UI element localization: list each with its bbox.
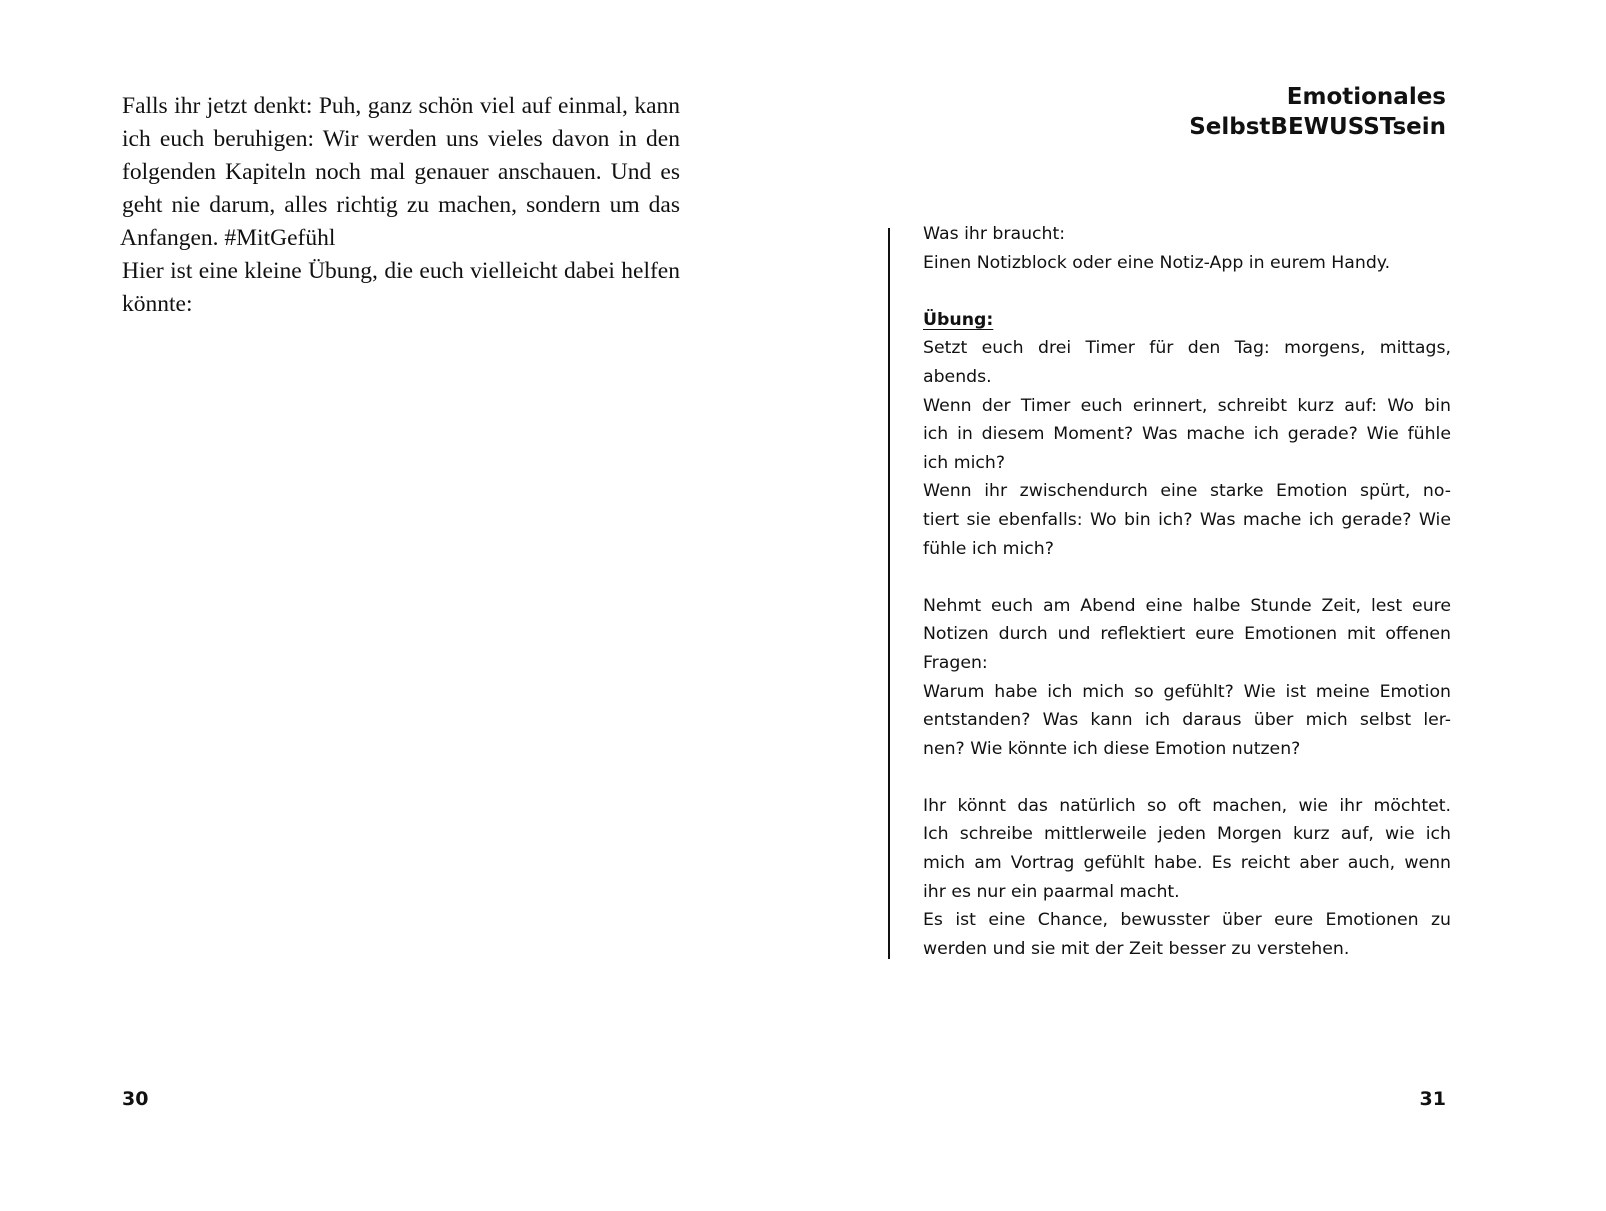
text-line: Wenn ihr zwischendurch eine starke Emotion spürt, no- bbox=[923, 481, 1451, 502]
text-line: mich am Vortrag gefühlt habe. Es reicht aber auch, wenn bbox=[923, 853, 1451, 874]
text-line: Notizen durch und reflektiert eure Emotionen mit offenen bbox=[923, 624, 1451, 645]
page-number-left: 30 bbox=[122, 1088, 149, 1110]
text-line: Nehmt euch am Abend eine halbe Stunde Zeit, lest eure bbox=[923, 595, 1451, 616]
title-line: SelbstBEWUSSTsein bbox=[1189, 114, 1446, 140]
text-line: ich euch beruhigen: Wir werden uns vieles davon in den bbox=[122, 126, 680, 152]
text-line: entstanden? Was kann ich daraus über mich selbst ler- bbox=[923, 710, 1451, 731]
text-line: folgenden Kapiteln noch mal genauer anschauen. Und es bbox=[122, 159, 680, 185]
text-line: geht nie darum, alles richtig zu machen, sondern um das bbox=[122, 192, 680, 218]
text-line: werden und sie mit der Zeit besser zu verstehen. bbox=[923, 938, 1350, 959]
text-line: nen? Wie könnte ich diese Emotion nutzen? bbox=[923, 738, 1301, 759]
chapter-title bbox=[1189, 82, 1446, 142]
text-line: ich mich? bbox=[923, 452, 1006, 473]
text-line: Ihr könnt das natürlich so oft machen, wie ihr möchtet. bbox=[923, 795, 1451, 816]
text-line: Hier ist eine kleine Übung, die euch vielleicht dabei helfen bbox=[122, 258, 680, 284]
text-line: abends. bbox=[923, 366, 992, 387]
text-line: Wenn der Timer euch erinnert, schreibt kurz auf: Wo bin bbox=[923, 395, 1451, 416]
page-number-right: 31 bbox=[1419, 1088, 1446, 1110]
title-line: Emotionales bbox=[1286, 84, 1446, 110]
text-line: ihr es nur ein paarmal macht. bbox=[923, 881, 1180, 902]
exercise-heading: Übung: bbox=[923, 309, 994, 330]
text-line: Es ist eine Chance, bewusster über eure Emotionen zu bbox=[923, 910, 1451, 931]
text-line: Warum habe ich mich so gefühlt? Wie ist meine Emotion bbox=[923, 681, 1451, 702]
text-line: Falls ihr jetzt denkt: Puh, ganz schön viel auf einmal, kann bbox=[122, 93, 680, 119]
text-line: Einen Notizblock oder eine Notiz-App in eurem Handy. bbox=[923, 252, 1391, 273]
text-line: Was ihr braucht: bbox=[923, 224, 1066, 244]
text-line: ich in diesem Moment? Was mache ich gerade? Wie fühle bbox=[923, 424, 1451, 445]
text-line: könnte: bbox=[122, 291, 193, 317]
text-line: tiert sie ebenfalls: Wo bin ich? Was mache ich gerade? Wie bbox=[923, 509, 1451, 530]
text-line: Setzt euch drei Timer für den Tag: morgens, mittags, bbox=[923, 338, 1451, 359]
text-line: Ich schreibe mittlerweile jeden Morgen kurz auf, wie ich bbox=[923, 824, 1451, 845]
text-line: Anfangen. #MitGefühl bbox=[120, 225, 336, 251]
left-page-body bbox=[122, 90, 680, 321]
margin-rule bbox=[888, 228, 890, 959]
text-line: Fragen: bbox=[923, 652, 988, 673]
text-line: fühle ich mich? bbox=[923, 538, 1054, 559]
exercise-box bbox=[923, 220, 1451, 963]
